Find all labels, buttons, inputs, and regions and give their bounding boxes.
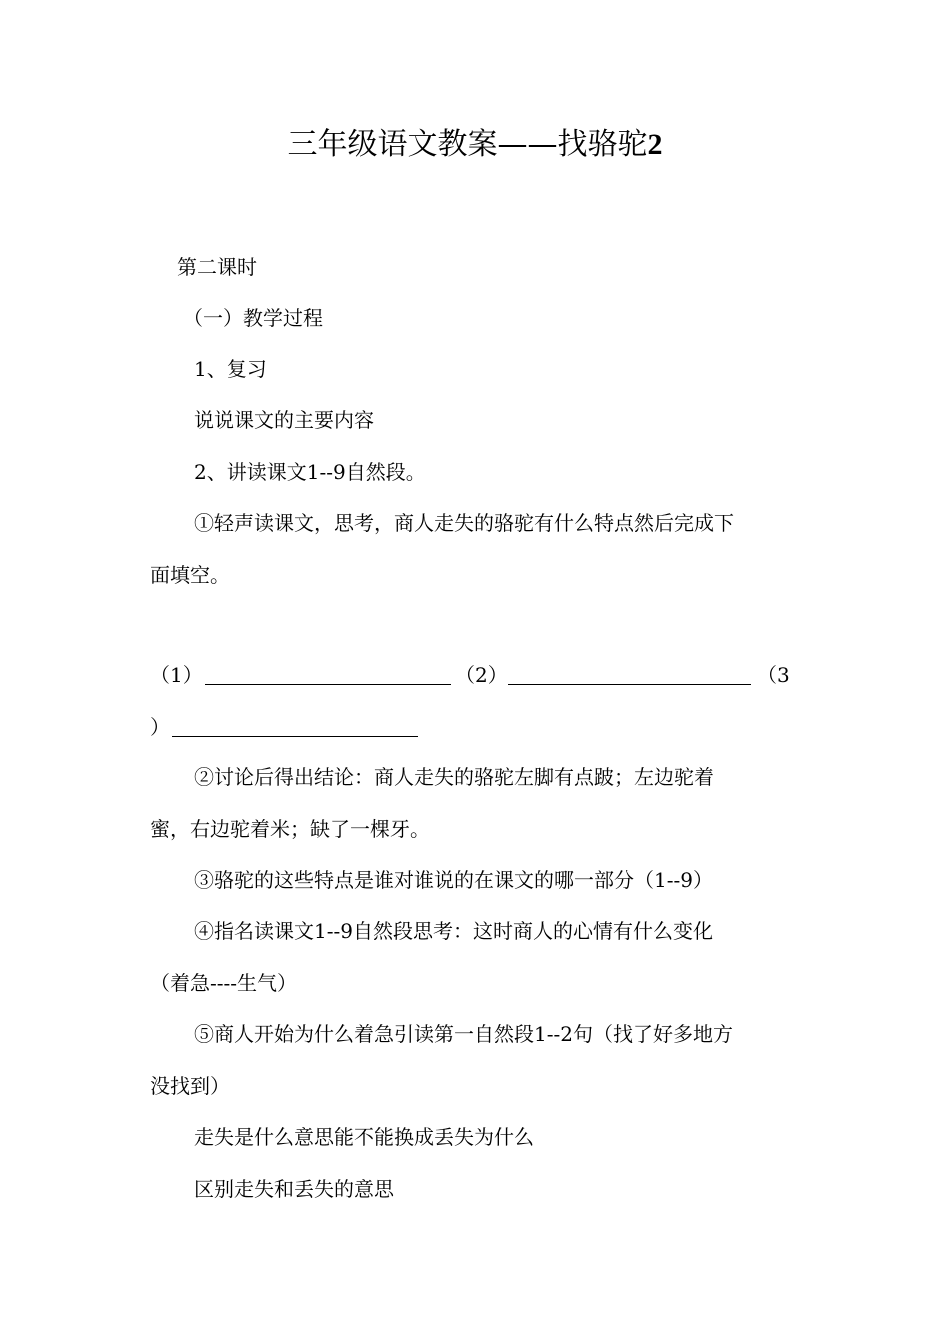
blank-label-3-part-2: ）: [150, 715, 170, 739]
blank-line-2: [508, 664, 751, 685]
step-5-line-2: 没找到）: [150, 1074, 230, 1098]
document-title: [0, 122, 950, 168]
step-4-line-2: （着急----生气）: [150, 971, 298, 995]
lesson-label: 第二课时: [177, 255, 257, 279]
step-1-line-2: 面填空。: [150, 563, 230, 587]
blank-label-1: （1）: [150, 663, 203, 687]
review-text: 说说课文的主要内容: [194, 408, 374, 432]
blank-line-1: [205, 664, 451, 685]
title-number: 2: [647, 128, 663, 161]
section-heading: （一）教学过程: [183, 306, 323, 330]
blank-line-3: [172, 716, 418, 737]
title-text: 三年级语文教案——找骆驼: [287, 127, 648, 162]
distinguish-text: 区别走失和丢失的意思: [194, 1177, 394, 1201]
blank-label-2: （2）: [455, 663, 508, 687]
question-text: 走失是什么意思能不能换成丢失为什么: [194, 1125, 534, 1149]
blank-label-3-part-1: （3: [757, 663, 790, 687]
reading-heading: 2、讲读课文1--9自然段。: [194, 460, 426, 484]
step-1-line-1: ①轻声读课文，思考，商人走失的骆驼有什么特点然后完成下: [194, 511, 734, 535]
step-2-line-2: 蜜，右边驼着米；缺了一棵牙。: [150, 817, 430, 841]
step-5-line-1: ⑤商人开始为什么着急引读第一自然段1--2句（找了好多地方: [194, 1022, 733, 1046]
step-3: ③骆驼的这些特点是谁对谁说的在课文的哪一部分（1--9）: [194, 868, 713, 892]
step-2-line-1: ②讨论后得出结论：商人走失的骆驼左脚有点跛；左边驼着: [194, 765, 714, 789]
step-4-line-1: ④指名读课文1--9自然段思考：这时商人的心情有什么变化: [194, 919, 713, 943]
review-heading: 1、复习: [194, 357, 267, 381]
